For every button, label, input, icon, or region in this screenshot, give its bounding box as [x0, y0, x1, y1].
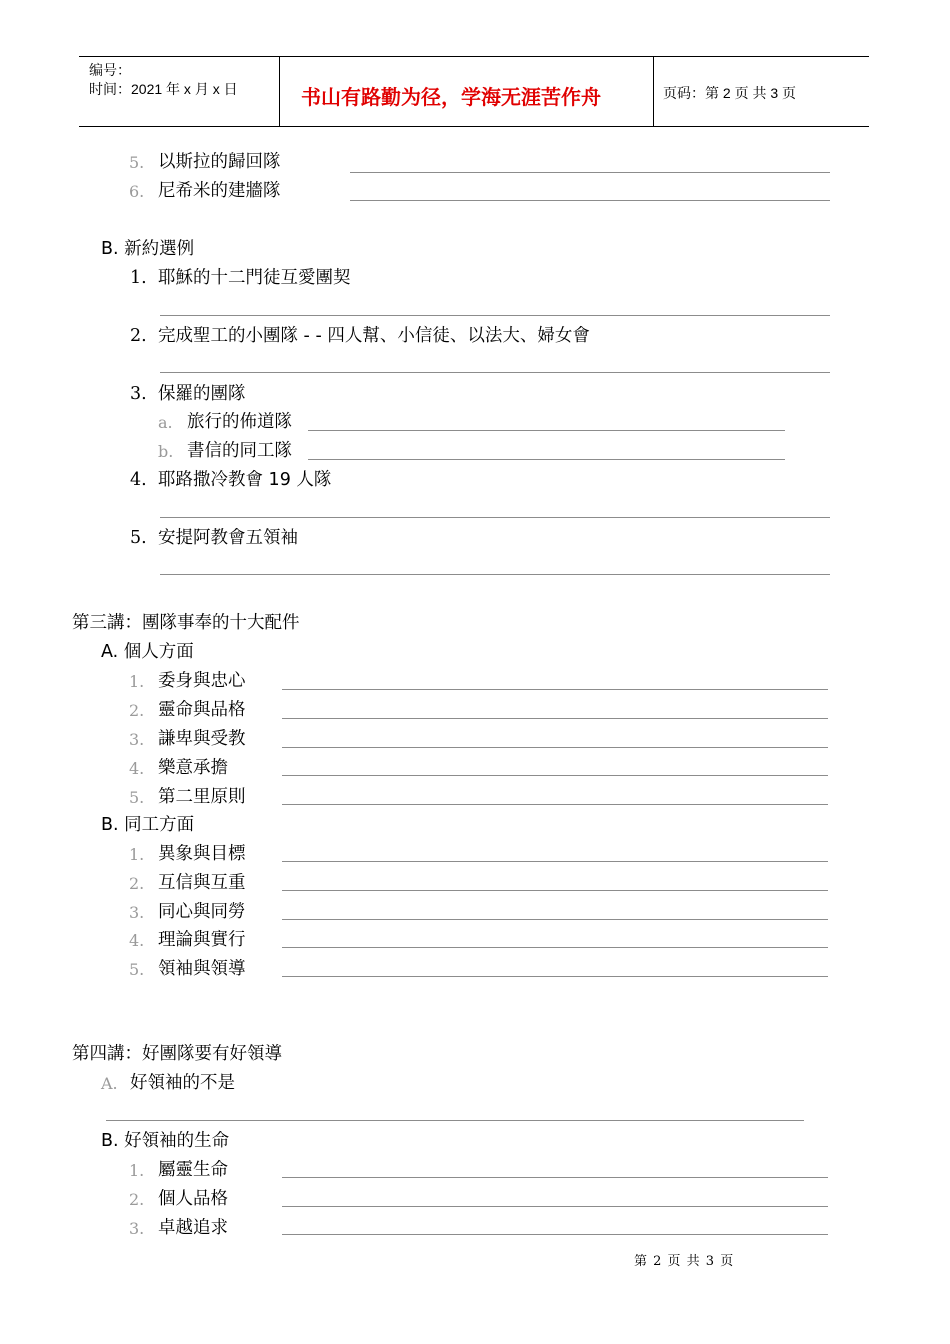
answer-blank-line[interactable] — [282, 804, 828, 805]
header-motto: 书山有路勤为径，学海无涯苦作舟 — [301, 85, 601, 109]
list-item-label: 耶穌的十二門徒互愛團契 — [158, 268, 351, 288]
answer-blank-line[interactable] — [282, 919, 828, 920]
header-divider — [279, 57, 280, 126]
section-letter: A. — [101, 1074, 118, 1093]
list-item-label: 互信與互重 — [158, 873, 246, 893]
answer-blank-line[interactable] — [282, 689, 828, 690]
answer-blank-line[interactable] — [308, 459, 785, 460]
answer-blank-line[interactable] — [350, 200, 830, 201]
list-item-label: 以斯拉的歸回隊 — [158, 152, 281, 172]
list-item-label: 完成聖工的小團隊 - - 四人幫、小信徒、以法大、婦女會 — [158, 326, 590, 346]
list-item-label: 安提阿教會五領袖 — [158, 528, 298, 548]
list-item-number: 3. — [129, 1219, 145, 1238]
list-item-number: 1. — [129, 1161, 145, 1180]
list-item-number: 2. — [129, 701, 145, 720]
list-item-label: 尼希米的建牆隊 — [158, 181, 281, 201]
section-heading: B. 新約選例 — [101, 239, 195, 259]
list-item-number: 6. — [129, 182, 145, 201]
list-item-number: 1. — [129, 672, 145, 691]
page-header — [79, 56, 869, 127]
answer-blank-line[interactable] — [350, 172, 830, 173]
list-item-number: 5. — [129, 960, 145, 979]
lecture-heading: 第四講：好團隊要有好領導 — [72, 1044, 282, 1064]
list-item-label: 保羅的團隊 — [158, 384, 246, 404]
list-item-number: 5. — [129, 153, 145, 172]
section-heading: B. 好領袖的生命 — [101, 1131, 230, 1151]
section-heading: 好領袖的不是 — [130, 1073, 235, 1093]
answer-blank-line[interactable] — [282, 747, 828, 748]
answer-blank-line[interactable] — [282, 976, 828, 977]
list-item-number: 1. — [129, 845, 145, 864]
page-footer: 第 2 页 共 3 页 — [634, 1254, 735, 1269]
list-item-number: 2. — [129, 874, 145, 893]
list-item-label: 領袖與領導 — [158, 959, 246, 979]
answer-blank-line[interactable] — [282, 861, 828, 862]
list-item-number: 5. — [129, 788, 145, 807]
list-item-number: 4. — [129, 931, 145, 950]
sub-item-letter: a. — [158, 413, 173, 432]
document-time-label: 时间：2021 年 x 月 x 日 — [89, 81, 238, 97]
list-item-number: 4. — [129, 759, 145, 778]
answer-blank-line[interactable] — [106, 1120, 804, 1121]
list-item-label: 卓越追求 — [158, 1218, 228, 1238]
answer-blank-line[interactable] — [160, 574, 830, 575]
sub-item-label: 旅行的佈道隊 — [187, 412, 292, 432]
header-divider — [653, 57, 654, 126]
list-item-label: 屬靈生命 — [158, 1160, 228, 1180]
list-item-label: 靈命與品格 — [158, 700, 246, 720]
list-item-label: 個人品格 — [158, 1189, 228, 1209]
answer-blank-line[interactable] — [160, 372, 830, 373]
list-item-number: 2. — [130, 326, 147, 346]
section-heading: B. 同工方面 — [101, 815, 195, 835]
lecture-heading: 第三講：團隊事奉的十大配件 — [72, 613, 300, 633]
list-item-number: 5. — [130, 528, 147, 548]
list-item-label: 同心與同勞 — [158, 902, 246, 922]
list-item-number: 3. — [129, 730, 145, 749]
sub-item-label: 書信的同工隊 — [187, 441, 292, 461]
list-item-label: 異象與目標 — [158, 844, 246, 864]
answer-blank-line[interactable] — [282, 1206, 828, 1207]
answer-blank-line[interactable] — [282, 718, 828, 719]
answer-blank-line[interactable] — [282, 947, 828, 948]
list-item-label: 理論與實行 — [158, 930, 246, 950]
list-item-number: 4. — [130, 470, 147, 490]
answer-blank-line[interactable] — [282, 890, 828, 891]
list-item-label: 第二里原則 — [158, 787, 246, 807]
answer-blank-line[interactable] — [282, 1234, 828, 1235]
answer-blank-line[interactable] — [282, 775, 828, 776]
answer-blank-line[interactable] — [308, 430, 785, 431]
list-item-label: 耶路撒冷教會 19 人隊 — [158, 470, 332, 490]
answer-blank-line[interactable] — [282, 1177, 828, 1178]
sub-item-letter: b. — [158, 442, 174, 461]
list-item-number: 3. — [130, 384, 147, 404]
list-item-number: 2. — [129, 1190, 145, 1209]
answer-blank-line[interactable] — [160, 315, 830, 316]
list-item-number: 3. — [129, 903, 145, 922]
page-number-info: 页码：第 2 页 共 3 页 — [663, 85, 797, 101]
list-item-label: 委身與忠心 — [158, 671, 246, 691]
answer-blank-line[interactable] — [160, 517, 830, 518]
list-item-label: 謙卑與受教 — [158, 729, 246, 749]
section-heading: A. 個人方面 — [101, 642, 194, 662]
list-item-label: 樂意承擔 — [158, 758, 228, 778]
list-item-number: 1. — [130, 268, 147, 288]
document-number-label: 编号： — [89, 62, 131, 78]
